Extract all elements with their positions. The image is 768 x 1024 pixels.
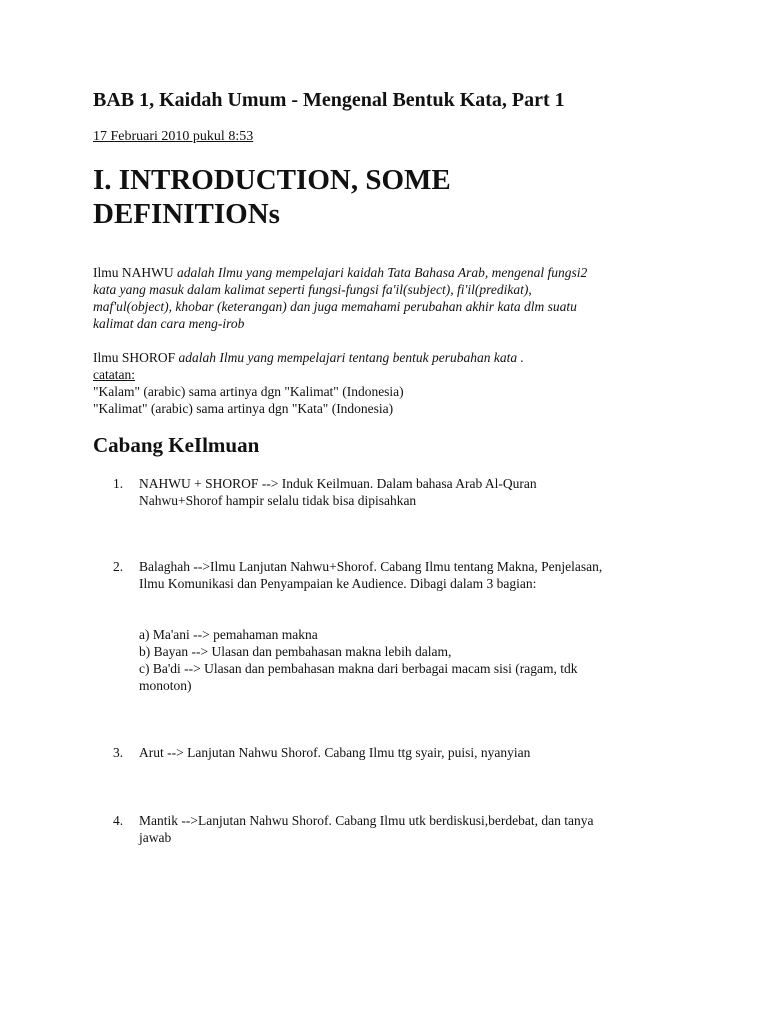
heading-line: I. INTRODUCTION, SOME <box>93 164 451 196</box>
list-number: 1. <box>113 476 124 491</box>
list-item-text <box>139 475 699 509</box>
post-date: 17 Februari 2010 pukul 8:53 <box>93 129 254 144</box>
page-title: BAB 1, Kaidah Umum - Mengenal Bentuk Kata, Part 1 <box>93 89 565 111</box>
sublist-line: b) Bayan --> Ulasan dan pembahasan makna lebih dalam, <box>139 644 452 659</box>
sublist-line: a) Ma'ani --> pemahaman makna <box>139 627 318 642</box>
definition-line <box>93 264 693 281</box>
list-line: Ilmu Komunikasi dan Penyampaian ke Audience. Dibagi dalam 3 bagian: <box>139 576 537 591</box>
definition-line: kalimat dan cara meng-irob <box>93 316 245 331</box>
list-item-text <box>139 744 699 761</box>
list-line: NAHWU + SHOROF --> Induk Keilmuan. Dalam bahasa Arab Al-Quran <box>139 476 537 491</box>
list-number: 2. <box>113 559 124 574</box>
sublist-line: c) Ba'di --> Ulasan dan pembahasan makna dari berbagai macam sisi (ragam, tdk <box>139 661 578 676</box>
shorof-definition <box>93 349 693 417</box>
balaghah-sublist <box>139 626 699 694</box>
nahwu-definition <box>93 264 693 332</box>
list-item-text <box>139 812 699 846</box>
definition-line <box>93 349 693 366</box>
list-number: 3. <box>113 745 124 760</box>
list-line: Balaghah -->Ilmu Lanjutan Nahwu+Shorof. Cabang Ilmu tentang Makna, Penjelasan, <box>139 559 603 574</box>
sublist-line: monoton) <box>139 678 192 693</box>
list-line: jawab <box>139 830 172 845</box>
note-line: "Kalam" (arabic) sama artinya dgn "Kalimat" (Indonesia) <box>93 384 404 399</box>
definition-text: adalah Ilmu yang mempelajari kaidah Tata Bahasa Arab, mengenal fungsi2 <box>173 265 588 280</box>
definition-line: maf'ul(object), khobar (keterangan) dan juga memahami perubahan akhir kata dlm suatu <box>93 299 577 314</box>
list-number: 4. <box>113 813 124 828</box>
list-line: Mantik -->Lanjutan Nahwu Shorof. Cabang Ilmu utk berdiskusi,berdebat, dan tanya <box>139 813 594 828</box>
section-heading-cabang: Cabang KeIlmuan <box>93 433 260 457</box>
shorof-term: Ilmu SHOROF <box>93 350 176 365</box>
definition-line: kata yang masuk dalam kalimat seperti fungsi-fungsi fa'il(subject), fi'il(predikat), <box>93 282 532 297</box>
list-item-text <box>139 558 699 592</box>
note-label: catatan: <box>93 367 135 382</box>
note-line: "Kalimat" (arabic) sama artinya dgn "Kata" (Indonesia) <box>93 401 394 416</box>
definition-text: adalah Ilmu yang mempelajari tentang bentuk perubahan kata . <box>175 350 524 365</box>
list-line: Arut --> Lanjutan Nahwu Shorof. Cabang Ilmu ttg syair, puisi, nyanyian <box>139 745 531 760</box>
list-line: Nahwu+Shorof hampir selalu tidak bisa dipisahkan <box>139 493 417 508</box>
heading-line: DEFINITIONs <box>93 198 280 230</box>
nahwu-term: Ilmu NAHWU <box>93 265 174 280</box>
section-heading-introduction <box>93 163 653 231</box>
